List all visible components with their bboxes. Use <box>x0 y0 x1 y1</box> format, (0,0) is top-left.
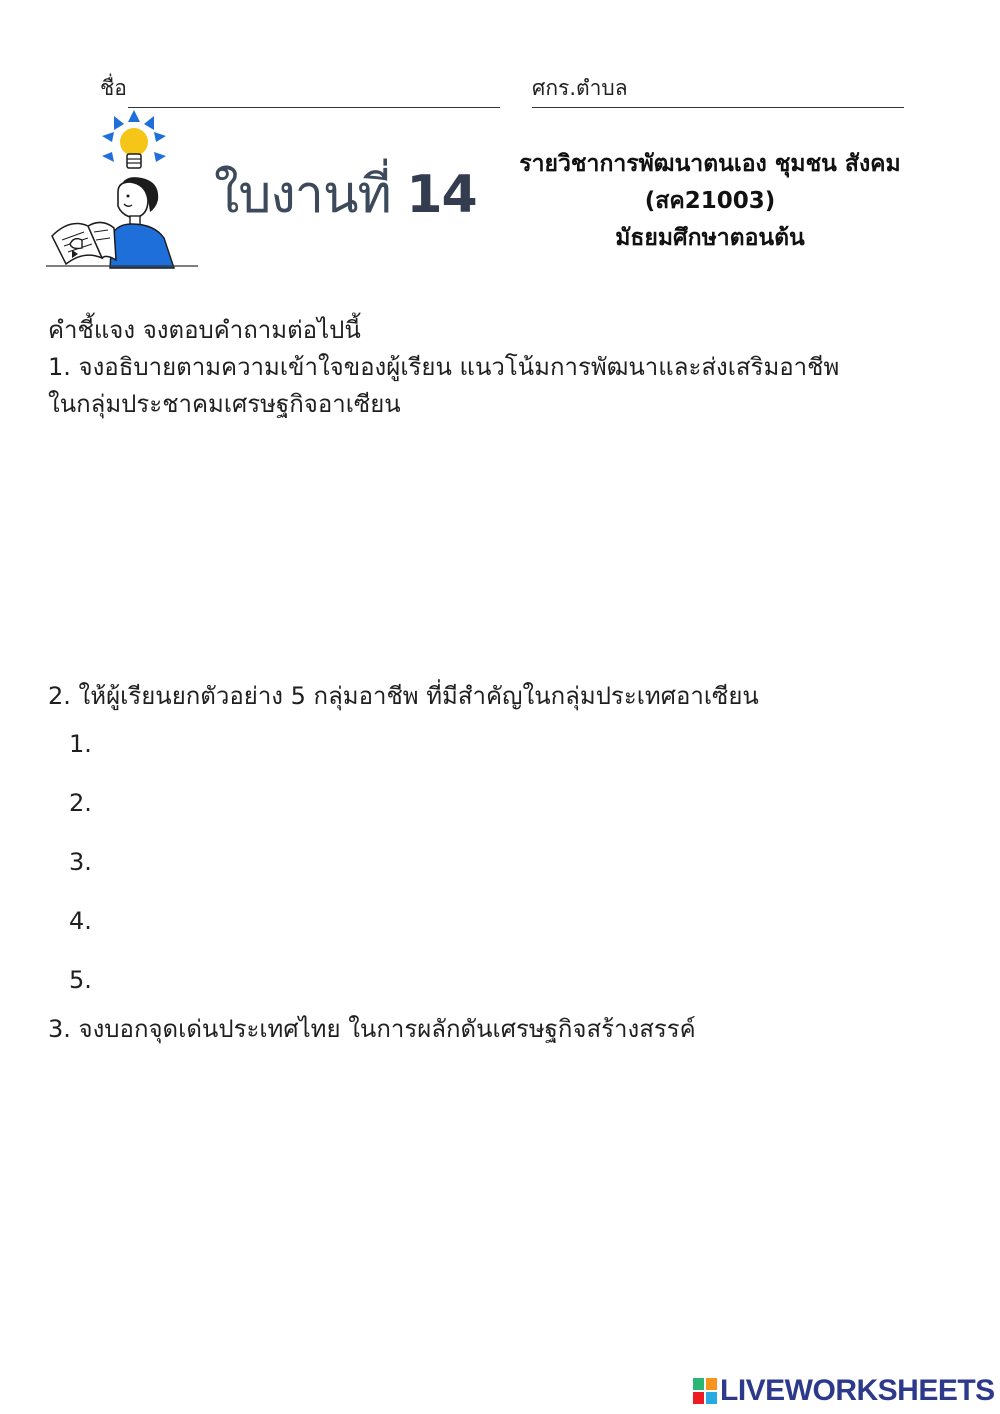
answer-field-5[interactable] <box>100 964 900 1000</box>
question-3-answer-area[interactable] <box>48 1060 948 1340</box>
brand-name: LIVEWORKSHEETS <box>720 1374 995 1407</box>
question-1-line-1: 1. จงอธิบายตามความเข้าใจของผู้เรียน แนวโน้มการพัฒนาและส่งเสริมอาชีพ <box>48 353 840 381</box>
center-input-line[interactable] <box>532 107 904 108</box>
instruction-text: คำชี้แจง จงตอบคำถามต่อไปนี้ <box>48 316 361 344</box>
answer-field-2[interactable] <box>100 787 900 823</box>
answer-number-4: 4. <box>69 907 92 935</box>
answer-number-5: 5. <box>69 966 92 994</box>
answer-number-3: 3. <box>69 848 92 876</box>
subject-code: (สค21003) <box>644 188 776 214</box>
question-1-line-2: ในกลุ่มประชาคมเศรษฐกิจอาเซียน <box>48 390 401 418</box>
question-2: 2. ให้ผู้เรียนยกตัวอย่าง 5 กลุ่มอาชีพ ที่มีสำคัญในกลุ่มประเทศอาเซียน <box>48 682 759 710</box>
subject-block <box>480 146 940 257</box>
answer-field-4[interactable] <box>100 905 900 941</box>
subject-name: รายวิชาการพัฒนาตนเอง ชุมชน สังคม <box>519 151 901 177</box>
question-1-answer-area[interactable] <box>48 430 948 670</box>
liveworksheets-logo <box>693 1376 993 1406</box>
liveworksheets-logo-icon <box>693 1378 717 1404</box>
center-label: ศกร.ตำบล <box>532 76 628 100</box>
book-icon <box>52 222 116 264</box>
answer-number-2: 2. <box>69 789 92 817</box>
student-lightbulb-illustration <box>44 108 204 270</box>
answer-field-1[interactable] <box>100 728 900 764</box>
education-level: มัธยมศึกษาตอนต้น <box>615 225 805 251</box>
worksheet-title-prefix: ใบงานที่ <box>214 165 391 225</box>
answer-number-1: 1. <box>69 730 92 758</box>
worksheet-number: 14 <box>406 165 477 225</box>
lightbulb-icon <box>120 128 148 156</box>
question-3: 3. จงบอกจุดเด่นประเทศไทย ในการผลักดันเศรษฐกิจสร้างสรรค์ <box>48 1015 696 1043</box>
name-label: ชื่อ <box>100 76 127 100</box>
answer-field-3[interactable] <box>100 846 900 882</box>
worksheet-title <box>214 152 477 235</box>
